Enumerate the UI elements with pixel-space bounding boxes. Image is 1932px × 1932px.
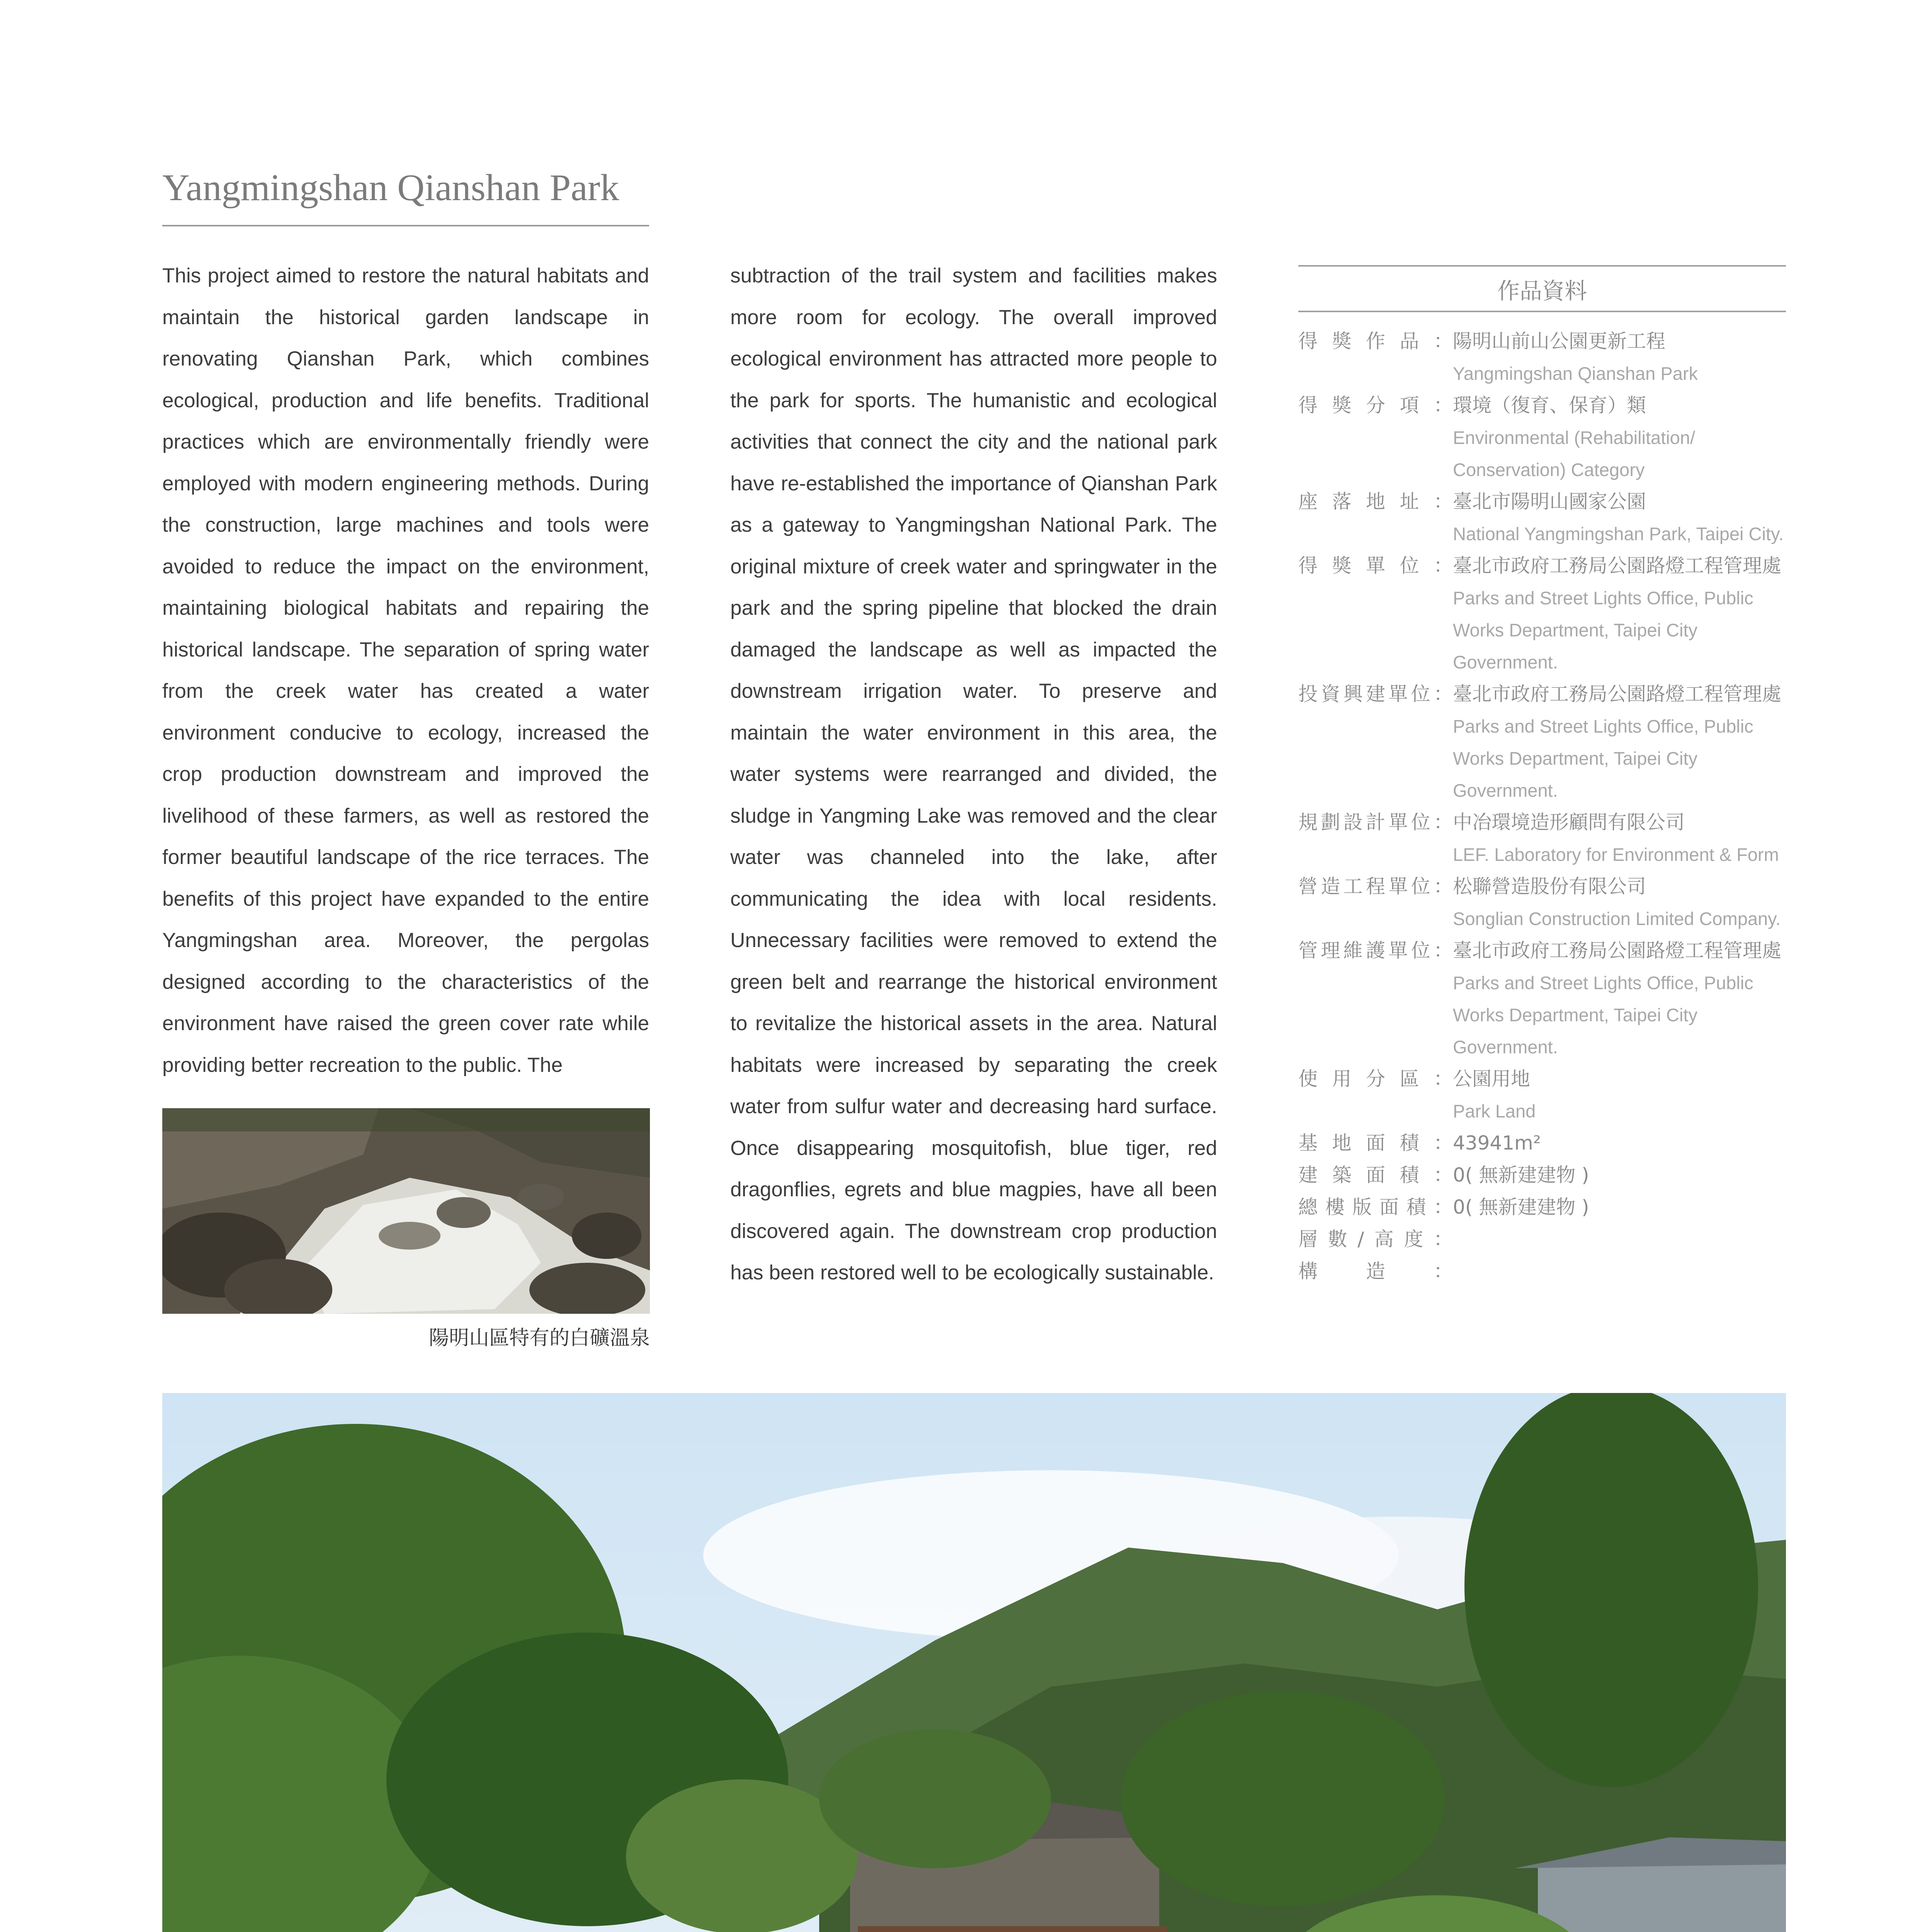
info-value-en: Parks and Street Lights Office, Public Works Department, Taipei City Government. xyxy=(1453,716,1753,801)
info-value-en: National Yangmingshan Park, Taipei City. xyxy=(1453,524,1784,544)
project-info-panel xyxy=(1298,265,1786,1287)
info-label: 總樓版面積： xyxy=(1298,1196,1453,1218)
info-label: 座落地址： xyxy=(1298,490,1453,513)
info-list xyxy=(1298,325,1786,1287)
info-label: 建築面積： xyxy=(1298,1164,1453,1186)
page-title: Yangmingshan Qianshan Park xyxy=(162,166,649,226)
info-value: 環境（復育、保育）類 xyxy=(1453,394,1646,417)
body-column-2: subtraction of the trail system and facilities makes more room for ecology. The overall improved ecological environment has attracted more people to the park for sports. The humanistic and ecological activities that connect the city and the national park have re-established the importance of Qianshan Park as a gateway to Yangmingshan National Park. The original mixture of creek water and springwater in the park and the spring pipeline that blocked the drain damaged the landscape as well as impacted the downstream irrigation water. To preserve and maintain the water environment in this area, the water systems were rearranged and divided, the sludge in Yangming Lake was removed and the clear water was channeled into the lake, after communicating the idea with local residents. Unnecessary facilities were removed to extend the green belt and rearrange the historical environment to revitalize the historical assets in the area. Natural habitats were increased by separating the creek water from sulfur water and decreasing hard surface. Once disappearing mosquitofish, blue tiger, red dragonflies, egrets and blue magpies, have all been discovered again. The downstream crop production has been restored well to be ecologically sustainable. xyxy=(730,264,1217,1284)
info-value: 0( 無新建建物 ) xyxy=(1453,1196,1589,1218)
info-label: 構造： xyxy=(1298,1260,1453,1282)
info-label: 管理維護單位： xyxy=(1298,939,1453,962)
info-value: 43941m² xyxy=(1453,1132,1541,1154)
info-row-floors-height xyxy=(1298,1223,1786,1255)
info-heading: 作品資料 xyxy=(1298,265,1786,312)
info-label: 得獎單位： xyxy=(1298,554,1453,577)
info-value-en: Parks and Street Lights Office, Public Works Department, Taipei City Government. xyxy=(1453,973,1753,1057)
info-value: 松聯營造股份有限公司 xyxy=(1453,875,1646,898)
info-row-investor xyxy=(1298,678,1786,806)
info-row-award-work xyxy=(1298,325,1786,389)
info-label: 投資興建單位： xyxy=(1298,683,1453,705)
info-label: 得獎作品： xyxy=(1298,330,1453,352)
info-value-en: Environmental (Rehabilitation/ Conservation) Category xyxy=(1453,427,1695,480)
yangming-lake-photo xyxy=(162,1393,1786,1932)
body-column-1: This project aimed to restore the natural habitats and maintain the historical garden landscape in renovating Qianshan Park, which combines ecological, production and life benefits. Traditional practices which are environmentally friendly were employed with modern engineering methods. During the construction, large machines and tools were avoided to reduce the impact on the environment, maintaining biological habitats and repairing the historical landscape. The separation of spring water from the creek water has created a water environment conducive to ecology, increased the crop production downstream and improved the livelihood of these farmers, as well as restored the former beautiful landscape of the rice terraces. The benefits of this project have expanded to the entire Yangmingshan area. Moreover, the pergolas designed according to the characteristics of the environment have raised the green cover rate while providing better recreation to the public. The xyxy=(162,264,649,1077)
info-value: 臺北市政府工務局公園路燈工程管理處 xyxy=(1453,683,1781,705)
info-row-contractor xyxy=(1298,871,1786,935)
info-label: 層數/高度： xyxy=(1298,1228,1453,1250)
hot-spring-photo xyxy=(162,1108,650,1314)
info-value: 臺北市政府工務局公園路燈工程管理處 xyxy=(1453,939,1781,962)
info-value: 陽明山前山公園更新工程 xyxy=(1453,330,1665,352)
info-value: 0( 無新建建物 ) xyxy=(1453,1164,1589,1186)
info-value: 中冶環境造形顧問有限公司 xyxy=(1453,811,1685,833)
info-value: 臺北市政府工務局公園路燈工程管理處 xyxy=(1453,554,1781,577)
info-row-structure xyxy=(1298,1255,1786,1287)
info-row-site-area xyxy=(1298,1127,1786,1159)
info-value-en: LEF. Laboratory for Environment & Form xyxy=(1453,844,1779,865)
info-value-en: Parks and Street Lights Office, Public Works Department, Taipei City Government. xyxy=(1453,588,1753,672)
info-label: 規劃設計單位： xyxy=(1298,811,1453,833)
info-value: 公園用地 xyxy=(1453,1068,1530,1090)
info-row-floor-area xyxy=(1298,1191,1786,1223)
info-label: 基地面積： xyxy=(1298,1132,1453,1154)
info-row-award-unit xyxy=(1298,550,1786,678)
info-value-en: Yangmingshan Qianshan Park xyxy=(1453,363,1698,384)
info-row-address xyxy=(1298,486,1786,550)
info-row-building-area xyxy=(1298,1159,1786,1191)
info-value-en: Park Land xyxy=(1453,1101,1536,1121)
info-value-en: Songlian Construction Limited Company. xyxy=(1453,908,1781,929)
info-row-category xyxy=(1298,389,1786,486)
info-row-maintainer xyxy=(1298,935,1786,1063)
info-row-designer xyxy=(1298,806,1786,871)
info-value: 臺北市陽明山國家公園 xyxy=(1453,490,1646,513)
info-label: 營造工程單位： xyxy=(1298,875,1453,898)
info-label: 得獎分項： xyxy=(1298,394,1453,417)
info-row-zoning xyxy=(1298,1063,1786,1127)
hot-spring-caption: 陽明山區特有的白礦溫泉 xyxy=(429,1327,650,1350)
info-label: 使用分區： xyxy=(1298,1068,1453,1090)
